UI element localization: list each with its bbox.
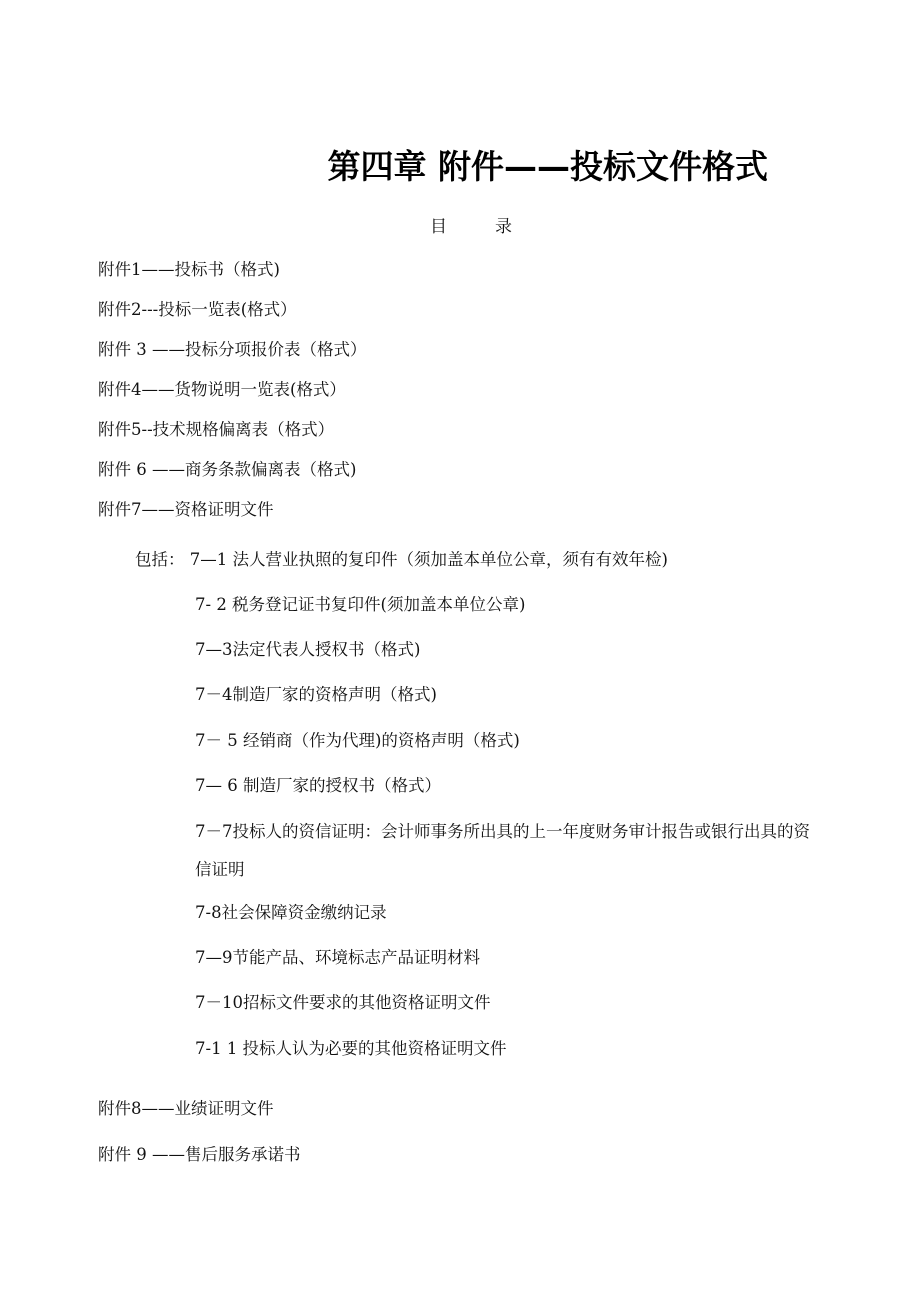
toc-item-2: 附件2---投标一览表(格式） bbox=[98, 300, 297, 319]
toc-item-3: 附件 3 ——投标分项报价表（格式） bbox=[98, 340, 367, 359]
sub-item-7-3: 7—3法定代表人授权书（格式) bbox=[195, 640, 421, 659]
toc-item-1: 附件1——投标书（格式) bbox=[98, 260, 280, 279]
sub-item-7-5: 7－ 5 经销商（作为代理)的资格声明（格式) bbox=[195, 731, 520, 750]
toc-item-6: 附件 6 ——商务条款偏离表（格式) bbox=[98, 460, 357, 479]
toc-item-9: 附件 9 ——售后服务承诺书 bbox=[98, 1145, 301, 1164]
toc-heading-char-2: 录 bbox=[495, 217, 512, 237]
chapter-title: 第四章 附件——投标文件格式 bbox=[327, 147, 768, 186]
toc-item-4: 附件4——货物说明一览表(格式） bbox=[98, 380, 346, 399]
toc-item-5: 附件5--技术规格偏离表（格式） bbox=[98, 420, 335, 439]
includes-line: 包括： 7—1 法人营业执照的复印件（须加盖本单位公章，须有有效年检) bbox=[135, 550, 668, 569]
toc-heading bbox=[430, 214, 512, 240]
sub-item-7-11: 7-1 1 投标人认为必要的其他资格证明文件 bbox=[195, 1039, 507, 1058]
sub-item-7-7: 7－7投标人的资信证明：会计师事务所出具的上一年度财务审计报告或银行出具的资信证明 bbox=[195, 822, 810, 879]
sub-item-7-4: 7－4制造厂家的资格声明（格式) bbox=[195, 685, 437, 704]
sub-item-7-2: 7- 2 税务登记证书复印件(须加盖本单位公章) bbox=[195, 595, 526, 614]
sub-item-7-6: 7— 6 制造厂家的授权书（格式） bbox=[195, 776, 441, 795]
toc-item-7: 附件7——资格证明文件 bbox=[98, 500, 274, 519]
sub-item-7-9: 7—9节能产品、环境标志产品证明材料 bbox=[195, 948, 480, 967]
sub-item-7-8: 7-8社会保障资金缴纳记录 bbox=[195, 903, 387, 922]
toc-heading-char-1: 目 bbox=[430, 217, 447, 237]
sub-item-7-10: 7－10招标文件要求的其他资格证明文件 bbox=[195, 993, 491, 1012]
toc-item-8: 附件8——业绩证明文件 bbox=[98, 1099, 274, 1118]
